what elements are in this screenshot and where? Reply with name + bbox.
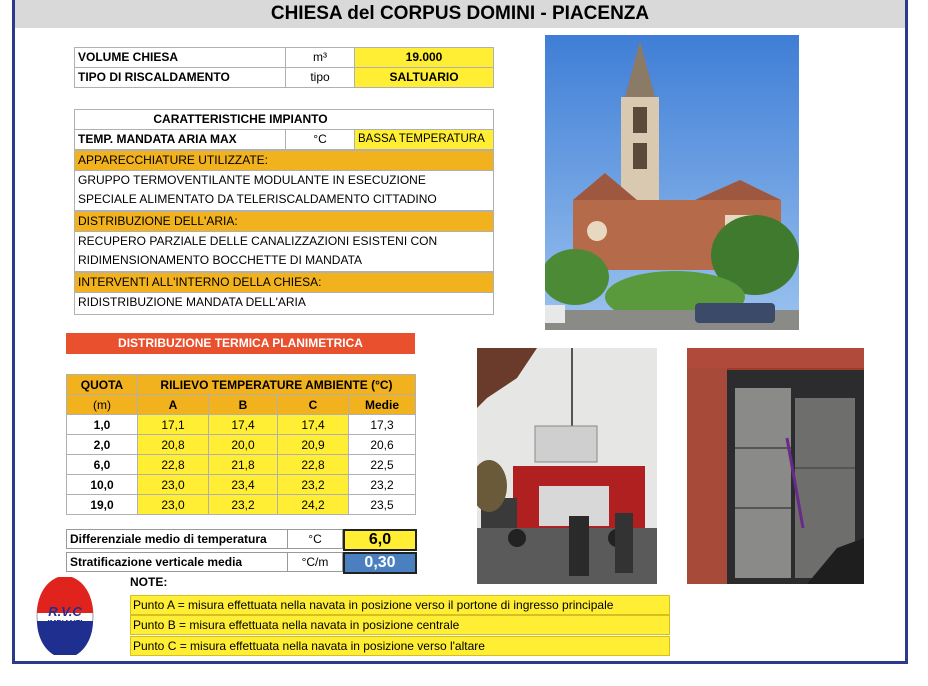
quota-cell: 1,0 — [67, 415, 138, 435]
value-medie-cell: 23,5 — [349, 495, 416, 515]
value-c-cell: 22,8 — [278, 455, 349, 475]
equipment-photo-graphic — [687, 348, 864, 584]
table-row — [67, 435, 416, 455]
value-c-cell: 17,4 — [278, 415, 349, 435]
note-line-a: Punto A = misura effettuata nella navata in posizione verso il portone di ingresso principale — [130, 595, 670, 615]
value-c-cell: 20,9 — [278, 435, 349, 455]
value-medie-cell: 23,2 — [349, 475, 416, 495]
table-row — [67, 455, 416, 475]
rvc-logo — [36, 577, 94, 655]
value-c-cell: 24,2 — [278, 495, 349, 515]
distribuzione-heading: DISTRIBUZIONE DELL'ARIA: — [74, 211, 494, 232]
notes-heading: NOTE: — [130, 575, 168, 589]
value-medie-cell: 20,6 — [349, 435, 416, 455]
quota-unit: (m) — [67, 395, 138, 415]
value-a-cell: 23,0 — [138, 475, 209, 495]
value-a-cell: 20,8 — [138, 435, 209, 455]
frame-bottom-border — [12, 661, 908, 664]
apparecchiature-line-1: GRUPPO TERMOVENTILANTE MODULANTE IN ESECUZIONE — [74, 170, 494, 191]
value-a-cell: 17,1 — [138, 415, 209, 435]
stratificazione-unit: °C/m — [287, 552, 343, 572]
temp-mandata-unit: °C — [285, 129, 355, 150]
logo-text-impianti: IMPIANTI — [47, 619, 83, 628]
logo-text-rvc: R.V.C — [48, 604, 82, 619]
riscaldamento-label: TIPO DI RISCALDAMENTO — [74, 67, 286, 88]
col-c-header: C — [278, 395, 349, 415]
distribuzione-line-1: RECUPERO PARZIALE DELLE CANALIZZAZIONI ESISTENI CON — [74, 231, 494, 252]
stratificazione-label: Stratificazione verticale media — [66, 552, 288, 572]
church-photo-graphic — [545, 35, 799, 330]
volume-value: 19.000 — [354, 47, 494, 68]
value-b-cell: 23,2 — [209, 495, 278, 515]
col-b-header: B — [209, 395, 278, 415]
note-line-b: Punto B = misura effettuata nella navata in posizione centrale — [130, 615, 670, 635]
interventi-line-1: RIDISTRIBUZIONE MANDATA DELL'ARIA — [74, 292, 494, 315]
apparecchiature-line-2: SPECIALE ALIMENTATO DA TELERISCALDAMENTO CITTADINO — [74, 190, 494, 211]
table-row — [67, 415, 416, 435]
impianto-heading: CARATTERISTICHE IMPIANTO — [74, 109, 494, 130]
differenziale-value: 6,0 — [343, 529, 417, 551]
value-b-cell: 20,0 — [209, 435, 278, 455]
col-medie-header: Medie — [349, 395, 416, 415]
quota-cell: 6,0 — [67, 455, 138, 475]
truck-crane-photo-graphic — [477, 348, 657, 584]
distribuzione-termica-bar: DISTRIBUZIONE TERMICA PLANIMETRICA — [66, 333, 415, 354]
page-title: CHIESA del CORPUS DOMINI - PIACENZA — [15, 0, 905, 28]
differenziale-label: Differenziale medio di temperatura — [66, 529, 288, 549]
riscaldamento-value: SALTUARIO — [354, 67, 494, 88]
frame-right-border — [905, 0, 908, 664]
temp-mandata-label: TEMP. MANDATA ARIA MAX — [74, 129, 286, 150]
value-b-cell: 21,8 — [209, 455, 278, 475]
truck-crane-photo — [477, 348, 657, 584]
quota-cell: 19,0 — [67, 495, 138, 515]
note-line-c: Punto C = misura effettuata nella navata in posizione verso l'altare — [130, 636, 670, 656]
value-c-cell: 23,2 — [278, 475, 349, 495]
church-photo — [545, 35, 799, 330]
equipment-photo — [687, 348, 864, 584]
value-b-cell: 23,4 — [209, 475, 278, 495]
value-medie-cell: 17,3 — [349, 415, 416, 435]
quota-cell: 2,0 — [67, 435, 138, 455]
volume-unit: m³ — [285, 47, 355, 68]
riscaldamento-unit: tipo — [285, 67, 355, 88]
table-subheader-row — [67, 395, 416, 415]
value-a-cell: 23,0 — [138, 495, 209, 515]
stratificazione-value: 0,30 — [343, 552, 417, 574]
table-row — [67, 475, 416, 495]
frame-left-border — [12, 0, 15, 664]
quota-cell: 10,0 — [67, 475, 138, 495]
col-a-header: A — [138, 395, 209, 415]
value-b-cell: 17,4 — [209, 415, 278, 435]
value-medie-cell: 22,5 — [349, 455, 416, 475]
apparecchiature-heading: APPARECCHIATURE UTILIZZATE: — [74, 150, 494, 171]
table-header-row — [67, 375, 416, 395]
volume-label: VOLUME CHIESA — [74, 47, 286, 68]
distribuzione-line-2: RIDIMENSIONAMENTO BOCCHETTE DI MANDATA — [74, 251, 494, 272]
value-a-cell: 22,8 — [138, 455, 209, 475]
temp-mandata-value: BASSA TEMPERATURA — [354, 129, 494, 150]
quota-header: QUOTA — [67, 375, 138, 395]
interventi-heading: INTERVENTI ALL'INTERNO DELLA CHIESA: — [74, 272, 494, 293]
table-row — [67, 495, 416, 515]
temperature-table — [66, 374, 416, 515]
differenziale-unit: °C — [287, 529, 343, 549]
rilievo-header: RILIEVO TEMPERATURE AMBIENTE (°C) — [138, 375, 416, 395]
